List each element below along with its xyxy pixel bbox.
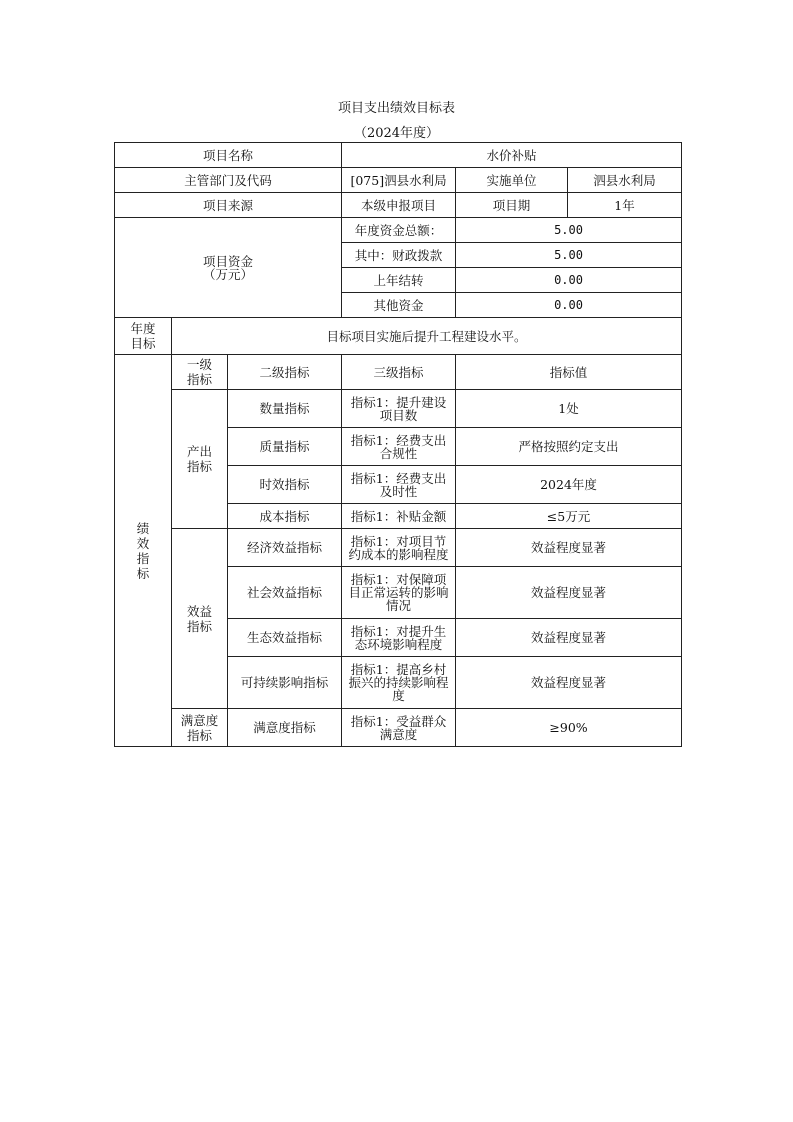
output-label-cell [172,390,228,529]
row-source [115,193,682,218]
annual-goal-label-cell [115,318,172,355]
indicator-l2: 可持续影响指标 [228,657,342,709]
project-name-value: 水价补贴 [342,143,682,168]
perf-label-cell [115,355,172,747]
annual-goal-text: 目标项目实施后提升工程建设水平。 [172,318,682,355]
indicator-l3: 指标1：对保障项目正常运转的影响情况 [342,567,456,619]
table-row [115,390,682,428]
indicator-value: ≤5万元 [456,504,682,529]
indicator-value: 1处 [456,390,682,428]
indicator-l3: 指标1：提高乡村振兴的持续影响程度 [342,657,456,709]
indicator-l2: 成本指标 [228,504,342,529]
performance-goal-table [114,142,682,747]
row-annual-goal [115,318,682,355]
annual-goal-label: 年度目标 [130,321,156,351]
indicator-value: 效益程度显著 [456,657,682,709]
indicator-l3: 指标1：受益群众满意度 [342,709,456,747]
dept-value: [075]泗县水利局 [342,168,456,193]
indicator-value: 效益程度显著 [456,619,682,657]
impl-unit-label: 实施单位 [456,168,568,193]
funds-row-value: 0.00 [456,268,682,293]
page-subtitle: （2024年度） [353,126,440,141]
project-name-label: 项目名称 [115,143,342,168]
funds-row-value: 5.00 [456,243,682,268]
indicator-l3: 指标1：对项目节约成本的影响程度 [342,529,456,567]
indicator-l3: 指标1：经费支出及时性 [342,466,456,504]
indicator-value: 严格按照约定支出 [456,428,682,466]
funds-row-label: 其中：财政拨款 [342,243,456,268]
indicator-value: 效益程度显著 [456,529,682,567]
benefit-label: 效益指标 [186,603,212,634]
source-label: 项目来源 [115,193,342,218]
period-label: 项目期 [456,193,568,218]
funds-label-cell [115,218,342,318]
perf-header-l2: 二级指标 [228,355,342,390]
indicator-l2: 满意度指标 [228,709,342,747]
row-project-name [115,143,682,168]
funds-row-value: 0.00 [456,293,682,318]
period-value: 1年 [568,193,682,218]
indicator-l2: 生态效益指标 [228,619,342,657]
perf-label: 绩效指标 [136,520,150,581]
page-title: 项目支出绩效目标表 [337,101,455,116]
indicator-l3: 指标1：对提升生态环境影响程度 [342,619,456,657]
dept-label: 主管部门及代码 [115,168,342,193]
indicator-value: 2024年度 [456,466,682,504]
perf-header-value: 指标值 [456,355,682,390]
table-row [115,529,682,567]
perf-header-l1: 一级指标 [172,355,228,390]
satisfaction-label: 满意度指标 [180,712,219,743]
indicator-value: ≥90% [456,709,682,747]
indicator-l2: 质量指标 [228,428,342,466]
indicator-l3: 指标1：补贴金额 [342,504,456,529]
funds-row [115,218,682,243]
perf-header-l3: 三级指标 [342,355,456,390]
indicator-l2: 时效指标 [228,466,342,504]
impl-unit-value: 泗县水利局 [568,168,682,193]
source-value: 本级申报项目 [342,193,456,218]
satisfaction-label-cell [172,709,228,747]
indicator-value: 效益程度显著 [456,567,682,619]
perf-header-row [115,355,682,390]
indicator-l2: 经济效益指标 [228,529,342,567]
indicator-l3: 指标1：提升建设项目数 [342,390,456,428]
funds-row-label: 上年结转 [342,268,456,293]
output-label: 产出指标 [186,444,212,474]
indicator-l2: 社会效益指标 [228,567,342,619]
benefit-label-cell [172,529,228,709]
funds-unit: （万元） [203,266,254,282]
funds-row-label: 年度资金总额： [342,218,456,243]
funds-row-label: 其他资金 [342,293,456,318]
funds-label: 项目资金 [203,253,254,269]
table-row [115,709,682,747]
indicator-l3: 指标1：经费支出合规性 [342,428,456,466]
indicator-l2: 数量指标 [228,390,342,428]
funds-row-value: 5.00 [456,218,682,243]
row-department [115,168,682,193]
